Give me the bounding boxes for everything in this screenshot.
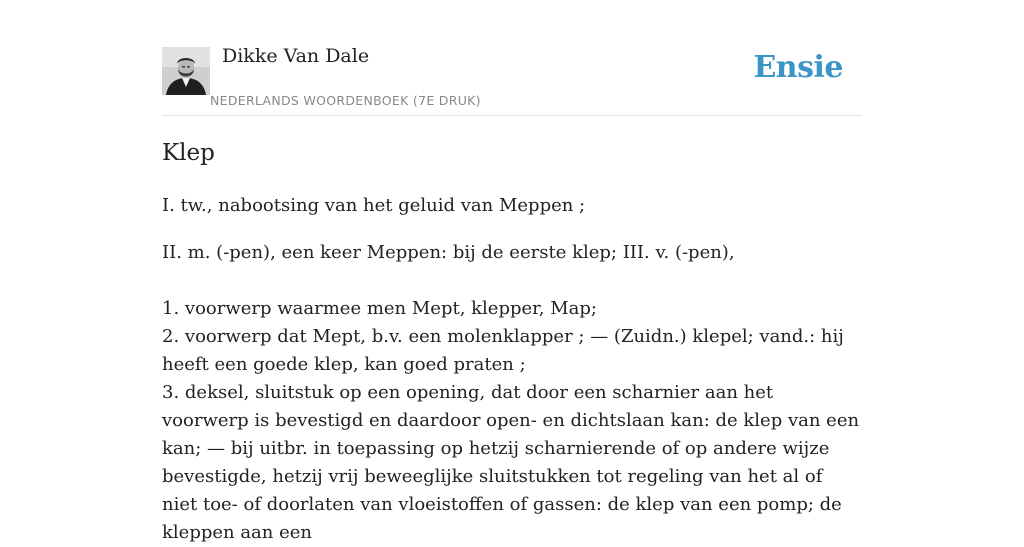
entry-title: Klep (162, 140, 215, 166)
portrait-image (162, 47, 210, 95)
definition-paragraph: 1. voorwerp waarmee men Mept, klepper, Map; 2. voorwerp dat Mept, b.v. een molenklapper ; — (Zuidn.) klepel; vand.: hij heeft een goede klep, kan goed praten ; 3. deksel, sluitstuk op een opening, dat door een scharnier aan het voorwerp is bevestigd en daardoor open- en dichtslaan kan: de klep van een kan; — bij uitbr. in toepassing op hetzij scharnierende of op andere wijze bevestigde, hetzij vrij beweeglijke sluitstukken tot regeling van het al of niet toe- of doorlaten van vloeistoffen of gassen: de klep van een pomp; de kleppen aan een (162, 298, 860, 543)
definition-paragraph: II. m. (-pen), een keer Meppen: bij de eerste klep; III. v. (-pen), (162, 242, 735, 263)
definition-paragraph: I. tw., nabootsing van het geluid van Meppen ; (162, 195, 586, 216)
author-name[interactable]: Dikke Van Dale (222, 45, 370, 67)
author-avatar[interactable] (162, 47, 210, 95)
content-container (162, 0, 862, 543)
page-header (162, 0, 862, 116)
ensie-logo[interactable]: Ensie (753, 50, 843, 85)
source-label: NEDERLANDS WOORDENBOEK (7E DRUK) (210, 93, 481, 108)
